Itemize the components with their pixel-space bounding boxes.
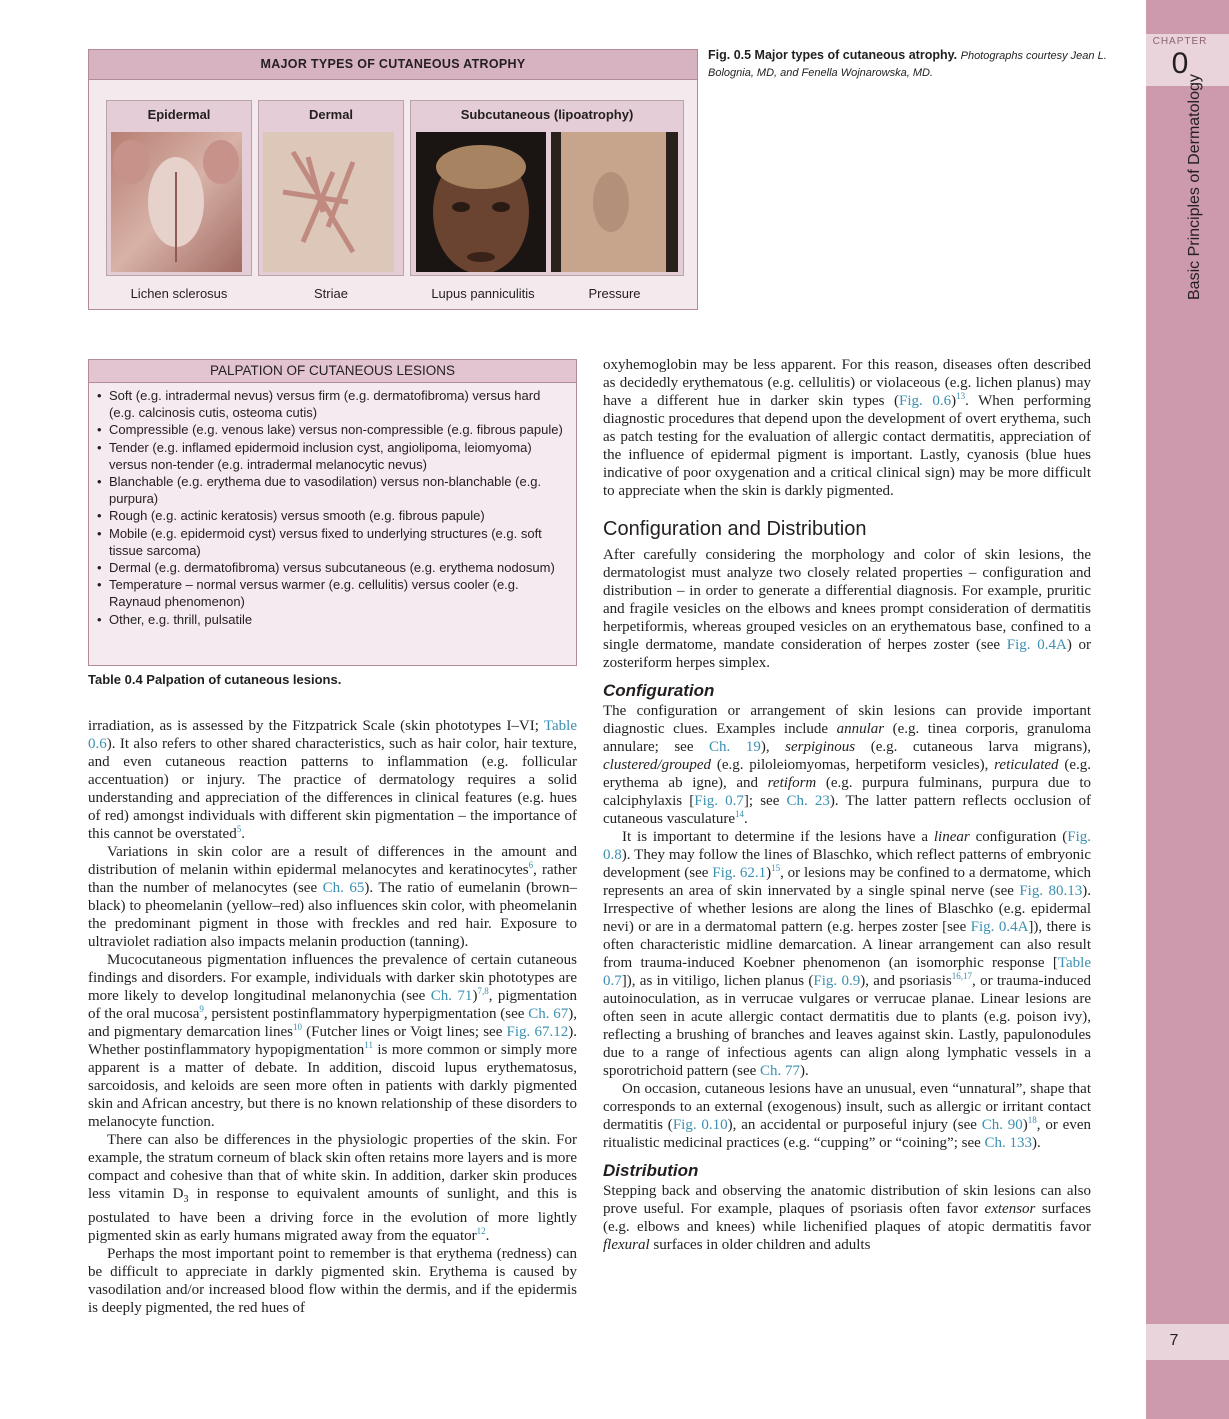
body-paragraph: On occasion, cutaneous lesions have an unusual, even “unnatural”, shape that corresponds to an external (exogenous) insult, such as allergic or irritant contact dermatitis (Fig. 0.10), an accidental or purposeful injury (see Ch. 90)$^{18}$, or even ritualistic medicinal practices (e.g. “cupping” or “coining”; see Ch. 133). bbox=[603, 1081, 1091, 1151]
list-item: • Other, e.g. thrill, pulsatile bbox=[97, 611, 253, 627]
striae-photo bbox=[263, 132, 394, 272]
list-item: • Temperature – normal versus warmer (e.g. cellulitis) versus cooler (e.g. Raynaud phenomenon) bbox=[97, 577, 519, 610]
caption-pressure: Pressure bbox=[588, 286, 641, 301]
page-number: 7 bbox=[1169, 1332, 1179, 1349]
subheading-distribution: Distribution bbox=[603, 1161, 699, 1180]
list-item: • Soft (e.g. intradermal nevus) versus firm (e.g. dermatofibroma) versus hard (e.g. calcinosis cutis, osteoma cutis) bbox=[97, 388, 541, 421]
body-column-right bbox=[603, 356, 1091, 1254]
body-paragraph: Stepping back and observing the anatomic distribution of skin lesions can also prove useful. For example, plaques of psoriasis often favor extensor surfaces (e.g. elbows and knees) while lichenified plaques of atopic dermatitis favor flexural surfaces in older children and adults bbox=[603, 1183, 1091, 1253]
body-paragraph: oxyhemoglobin may be less apparent. For this reason, diseases often described as decidedly erythematous (e.g. cellulitis) or violaceous (e.g. lichen planus) may have a different hue in darker skin types (Fig. 0.6)$^{13}$. When performing diagnostic procedures that depend upon the development of overt erythema, such as patch testing for the evaluation of allergic contact dermatitis, appreciation of the influence of epidermal pigment is important. Lastly, cyanosis (blue hues indicative of poor oxygenation and a critical clinical sign) may be more difficult to appreciate when the skin is darkly pigmented. bbox=[603, 357, 1091, 499]
caption-striae: Striae bbox=[314, 286, 348, 301]
table-title: PALPATION OF CUTANEOUS LESIONS bbox=[89, 360, 576, 383]
body-paragraph: Mucocutaneous pigmentation influences the prevalence of certain cutaneous findings and disorders. For example, individuals with darker skin phototypes are more likely to develop longitudinal melanonychia (see Ch. 71)$^{7,8}$, pigmentation of the oral mucosa$^9$, persistent postinflammatory hyperpigmentation (see Ch. 67), and pigmentary demarcation lines$^{10}$ (Futcher lines or Voigt lines; see Fig. 67.12). Whether postinflammatory hypopigmentation$^{11}$ is more common or simply more apparent is a matter of debate. In addition, discoid lupus erythematosus, sarcoidosis, and keloids are seen more often in patients with darkly pigmented skin and African ancestry, but there is no known relationship of these disorders to melanocyte function. bbox=[88, 952, 577, 1130]
list-item: • Blanchable (e.g. erythema due to vasodilation) versus non-blanchable (e.g. purpura) bbox=[97, 474, 542, 507]
chapter-number: 0 bbox=[1171, 47, 1189, 80]
figure-title: MAJOR TYPES OF CUTANEOUS ATROPHY bbox=[89, 50, 697, 80]
pressure-photo bbox=[551, 132, 678, 272]
list-item: • Rough (e.g. actinic keratosis) versus smooth (e.g. fibrous papule) bbox=[97, 508, 485, 524]
body-paragraph: There can also be differences in the physiologic properties of the skin. For example, the stratum corneum of black skin often retains more layers and is more compact and cohesive than that of white skin. In addition, darker skin produces less vitamin $D_3$ in response to equivalent amounts of sunlight, and this is postulated to have been a driving force in the evolution of more lightly pigmented skin as early humans migrated away from the equator$^{12}$. bbox=[88, 1132, 578, 1244]
list-item: • Dermal (e.g. dermatofibroma) versus subcutaneous (e.g. erythema nodosum) bbox=[97, 560, 555, 576]
panel-heading-epidermal: Epidermal bbox=[147, 107, 211, 122]
table-list bbox=[89, 387, 576, 628]
panel-heading-subcutaneous: Subcutaneous (lipoatrophy) bbox=[460, 107, 634, 122]
figure-cutaneous-atrophy bbox=[88, 49, 698, 310]
lupus-panniculitis-photo bbox=[416, 132, 546, 272]
list-item: • Tender (e.g. inflamed epidermoid inclusion cyst, angiolipoma, leiomyoma) versus non-tender (e.g. intradermal melanocytic nevus) bbox=[97, 439, 532, 472]
figure-caption-label: Fig. 0.5 Major types of cutaneous atrophy. bbox=[708, 48, 958, 62]
body-paragraph: It is important to determine if the lesions have a linear configuration (Fig. 0.8). They may follow the lines of Blaschko, which reflect patterns of embryonic development (see Fig. 62.1)$^{15}$, or lesions may be confined to a dermatome, which represents an area of skin innervated by a single spinal nerve (see Fig. 80.13). Irrespective of whether lesions are along the lines of Blaschko (e.g. epidermal nevi) or are in a dermatomal pattern (e.g. herpes zoster [see Fig. 0.4A]), there is often characteristic midline demarcation. A linear arrangement can also result from trauma-induced Koebner phenomenon (an isomorphic response [Table 0.7]), as in vitiligo, lichen planus (Fig. 0.9), and psoriasis$^{16,17}$, or trauma-induced autoinoculation, as in verrucae vulgares or verrucae planae. Linear lesions are often seen in acute allergic contact dermatitis due to plants (e.g. poison ivy), reflecting a brushing of branches and leaves against skin. Lastly, papulonodules due to a range of infectious agents can align along lymphatic vessels in a sporotrichoid pattern (see Ch. 77). bbox=[603, 829, 1092, 1079]
caption-lichen-sclerosus: Lichen sclerosus bbox=[130, 286, 228, 301]
list-item: • Mobile (e.g. epidermoid cyst) versus fixed to underlying structures (e.g. soft tissue sarcoma) bbox=[97, 525, 542, 558]
subheading-configuration: Configuration bbox=[603, 681, 715, 700]
chapter-title: Basic Principles of Dermatology bbox=[1186, 74, 1203, 300]
lichen-sclerosus-photo bbox=[111, 132, 242, 272]
list-item: • Compressible (e.g. venous lake) versus non-compressible (e.g. fibrous papule) bbox=[97, 422, 563, 438]
panel-heading-dermal: Dermal bbox=[308, 107, 354, 122]
body-column-left bbox=[88, 717, 577, 1317]
figure-caption-credit: Photographs courtesy Jean L. Bolognia, MD, and Fenella Wojnarowska, MD. bbox=[708, 50, 1107, 79]
chapter-label: CHAPTER bbox=[1152, 36, 1208, 47]
body-paragraph: Perhaps the most important point to remember is that erythema (redness) can be difficult to appreciate in darkly pigmented skin. Erythema is caused by vasodilation and/or increased blood flow within the dermis, and if the epidermis is deeply pigmented, the red hues of bbox=[88, 1246, 577, 1316]
body-paragraph: irradiation, as is assessed by the Fitzpatrick Scale (skin phototypes I–VI; Table 0.6). It also refers to other shared characteristics, such as hair color, hair texture, and even cutaneous reaction patterns to inflammation (e.g. follicular accentuation) or injury. The practice of dermatology requires a solid understanding and appreciation of the differences in clinical features (e.g. hues of red) amongst individuals with different skin pigmentation – the importance of this cannot be overstated$^5$. bbox=[88, 718, 577, 842]
body-paragraph: After carefully considering the morphology and color of skin lesions, the dermatologist must analyze two closely related properties – configuration and distribution – in order to generate a differential diagnosis. For example, pruritic and fragile vesicles on the elbows and knees prompt consideration of dermatitis herpetiformis, whereas grouped vesicles on an erythematous base, confined to a single dermatome, mandate consideration of herpes zoster (see Fig. 0.4A) or zosteriform herpes simplex. bbox=[603, 547, 1091, 671]
caption-lupus-panniculitis: Lupus panniculitis bbox=[431, 286, 535, 301]
body-paragraph: The configuration or arrangement of skin lesions can provide important diagnostic clues. Examples include annular (e.g. tinea corporis, granuloma annulare; see Ch. 19), serpiginous (e.g. cutaneous larva migrans), clustered/grouped (e.g. piloleiomyomas, herpetiform vesicles), reticulated (e.g. erythema ab igne), and retiform (e.g. purpura fulminans, purpura due to calciphylaxis [Fig. 0.7]; see Ch. 23). The latter pattern reflects occlusion of cutaneous vasculature$^{14}$. bbox=[603, 703, 1092, 827]
table-caption: Table 0.4 Palpation of cutaneous lesions. bbox=[88, 672, 342, 687]
section-heading: Configuration and Distribution bbox=[603, 518, 867, 540]
figure-caption bbox=[708, 47, 1138, 81]
body-paragraph: Variations in skin color are a result of differences in the amount and distribution of melanin within epidermal melanocytes and keratinocytes$^6$, rather than the number of melanocytes (see Ch. 65). The ratio of eumelanin (brown–black) to pheomelanin (yellow–red) also influences skin color, with pheomelanin the predominant pigment in those with freckles and red hair. Exposure to ultraviolet radiation also impacts melanin production (tanning). bbox=[88, 844, 577, 950]
table-palpation bbox=[88, 359, 577, 666]
